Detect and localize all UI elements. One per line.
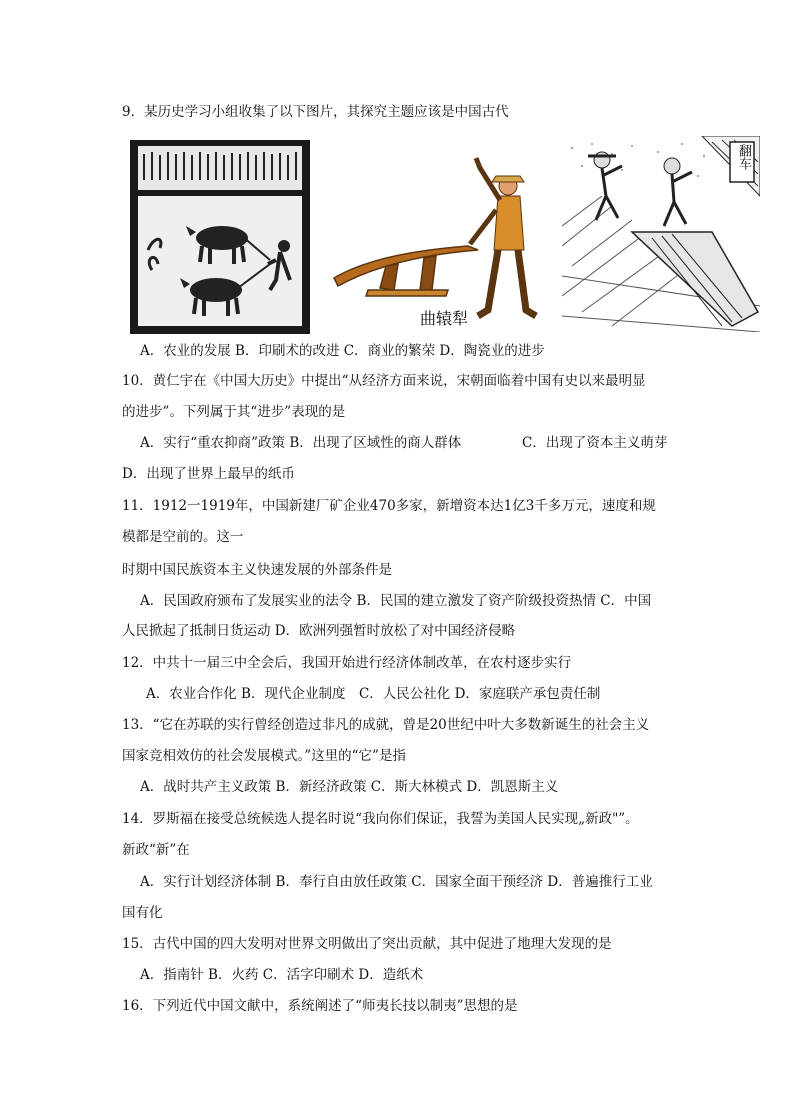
question-9-figures [130, 136, 760, 336]
question-11-stem-line1: 11．1912一1919年，中国新建厂矿企业470多家，新增资本达1亿3千多万元，速度和规 [122, 498, 656, 514]
question-9-options: A．农业的发展 B．印刷术的改进 C．商业的繁荣 D．陶瓷业的进步 [140, 343, 545, 359]
question-11-stem-line3: 时期中国民族资本主义快速发展的外部条件是 [122, 562, 392, 578]
waterwheel-label: 翻车 [736, 144, 751, 170]
question-15-stem: 15．古代中国的四大发明对世界文明做出了突出贡献，其中促进了地理大发现的是 [122, 936, 612, 952]
question-10-option-c: C．出现了资本主义萌芽 [522, 435, 668, 451]
ox-plowing-mural-image [130, 140, 310, 334]
question-11-options-line2: 人民掀起了抵制日货运动 D．欧洲列强暂时放松了对中国经济侵略 [122, 623, 516, 639]
question-9-stem: 9．某历史学习小组收集了以下图片，其探究主题应该是中国古代 [122, 104, 509, 120]
question-16-stem: 16．下列近代中国文献中，系统阐述了“师夷长技以制夷”思想的是 [122, 998, 518, 1014]
question-12-stem: 12．中共十一届三中全会后，我国开始进行经济体制改革，在农村逐步实行 [122, 655, 572, 671]
question-14-options-line2: 国有化 [122, 905, 163, 921]
plow-caption: 曲辕犁 [420, 309, 469, 328]
question-13-options: A．战时共产主义政策 B．新经济政策 C．斯大林模式 D．凯恩斯主义 [140, 779, 559, 795]
question-10-stem-line1: 10．黄仁宇在《中国大历史》中提出“从经济方面来说，宋朝面临着中国有史以来最明显 [122, 373, 646, 389]
question-10-options-ab: A．实行“重农抑商”政策 B．出现了区域性的商人群体 [140, 435, 462, 451]
question-14-options-line1: A．实行计划经济体制 B．奉行自由放任政策 C．国家全面干预经济 D．普遍推行工业 [140, 874, 653, 890]
question-15-options: A．指南针 B．火药 C．活字印刷术 D．造纸术 [140, 967, 424, 983]
question-14-stem-line2: 新政“新”在 [122, 842, 190, 858]
question-10-option-d: D．出现了世界上最早的纸币 [122, 466, 295, 482]
question-13-stem-line2: 国家竞相效仿的社会发展模式。”这里的“它”是指 [122, 748, 406, 764]
question-11-options-line1: A．民国政府颁布了发展实业的法令 B．民国的建立激发了资产阶级投资热情 C．中国 [140, 593, 652, 609]
question-13-stem-line1: 13．“它在苏联的实行曾经创造过非凡的成就，曾是20世纪中叶大多数新诞生的社会主义 [122, 717, 650, 733]
question-11-stem-line2: 模都是空前的。这一 [122, 529, 244, 545]
square-pallet-chain-pump-image [562, 136, 760, 332]
question-14-stem-line1: 14．罗斯福在接受总统候选人提名时说“我向你们保证，我誓为美国人民实现„新政"”。 [122, 811, 639, 827]
question-12-options: A．农业合作化 B．现代企业制度 C．人民公社化 D．家庭联产承包责任制 [146, 686, 601, 702]
question-10-stem-line2: 的进步”。下列属于其“进步”表现的是 [122, 404, 346, 420]
